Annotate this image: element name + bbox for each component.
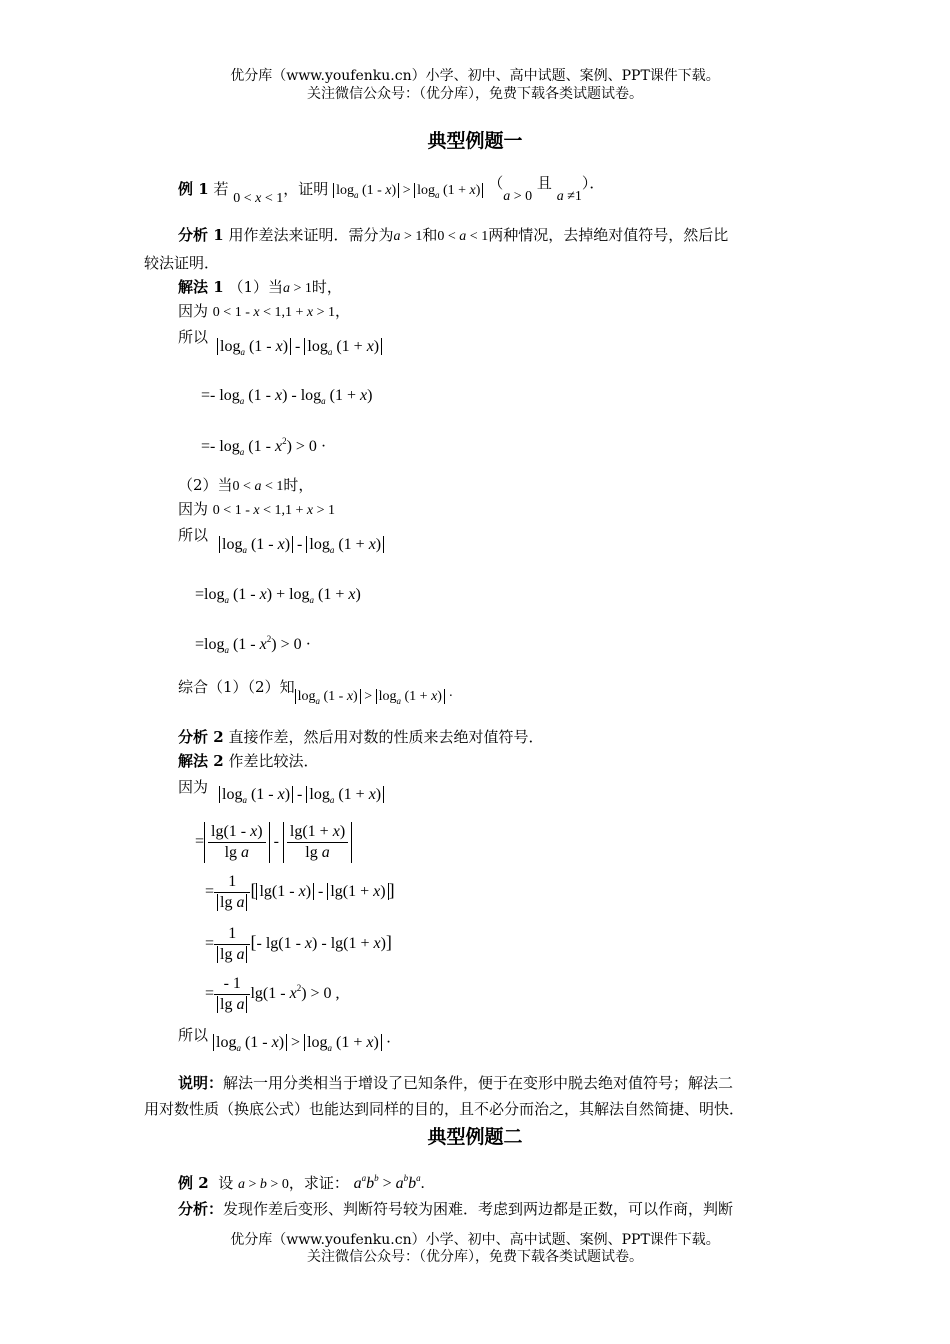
analysis-2: [178, 726, 543, 747]
case-1-tail: 时，: [311, 278, 342, 296]
analysis-2-label: 分析 2: [178, 728, 224, 746]
math-step-2a: $\log_a (1 - x) - \log_a (1 + x)$: [219, 536, 384, 555]
analysis-1-label: 分析 1: [178, 226, 224, 244]
math-case-2: 0 < a < 1: [232, 479, 284, 494]
combine-label: 综合（1）（2）知: [178, 678, 295, 696]
analysis-1: [144, 222, 806, 276]
so-3: [178, 1024, 208, 1045]
analysis-ex2-label: 分析：: [178, 1200, 224, 1218]
so-1-label: 所以: [178, 328, 209, 346]
note-text-b: 用对数性质（换底公式）也能达到同样的目的，且不必分而治之，其解法自然简捷、明快．: [144, 1100, 745, 1118]
section-title-2: 典型例题二: [427, 1126, 523, 1148]
header-line-2: 关注微信公众号：（优分库），免费下载各类试题试卷。: [307, 86, 643, 102]
combine: [178, 676, 454, 706]
section-title-1: 典型例题一: [427, 130, 523, 152]
math-a-between: 0 < a < 1: [437, 229, 489, 244]
example-2-set: 设: [218, 1174, 234, 1192]
example-1-if: 若: [213, 180, 229, 198]
math-step-1a: $\log_a (1 - x) - \log_a (1 + x)$: [217, 338, 382, 357]
math-step-2b: $=\log_a$ $(1 - x) + \log_a (1 + x)$: [195, 586, 361, 605]
solution-2: [178, 750, 318, 771]
example-2-label: 例 2: [178, 1174, 209, 1192]
case-2-tail: 时，: [283, 476, 314, 494]
math-conclusion: $\log_a (1 - x) > \log_a (1 + x)$ ·: [213, 1034, 391, 1053]
note-text-a: 解法一用分类相当于增设了已知条件，便于在变形中脱去绝对值符号；解法二: [223, 1074, 734, 1092]
example-2: [178, 1172, 425, 1193]
solution-1-heading: [178, 276, 342, 297]
case-2-label: （2）当: [178, 476, 233, 494]
math-a-positive: a > 0: [503, 189, 533, 204]
math-claim: $\log_a (1 - x) > \log_a (1 + x)$: [333, 183, 483, 198]
math-step-2c: $=\log_a$ $(1 - x^2) > 0$ ·: [195, 634, 311, 655]
math-because-1: 0 < 1 - x < 1,1 + x > 1: [212, 305, 335, 320]
example-1-cond-close: ）．: [581, 174, 605, 192]
math-step-3a: $\log_a (1 - x) - \log_a (1 + x)$: [219, 786, 384, 805]
so-2-label: 所以: [178, 526, 209, 544]
footer-line-2: 关注微信公众号：（优分库），免费下载各类试题试卷。: [307, 1249, 643, 1265]
math-a-not-one: a ≠1: [556, 189, 582, 204]
so-3-label: 所以: [178, 1026, 209, 1044]
math-step-1b: =- $\log_a (1 - x) - \log_a (1 + x)$: [201, 387, 373, 406]
because-3-label: 因为: [178, 778, 209, 796]
math-a-gt-1: a > 1: [393, 229, 423, 244]
solution-1-label: 解法 1: [178, 278, 224, 296]
example-1-and: 且: [536, 174, 552, 192]
example-1-cond-open: （: [488, 174, 504, 192]
example-1-label: 例 1: [178, 180, 209, 198]
note: [144, 1070, 806, 1122]
header-line-1: 优分库（www.youfenku.cn）小学、初中、高中试题、案例、PPT课件下载。: [230, 68, 720, 84]
analysis-1-text-a: 用作差法来证明．需分为: [228, 226, 394, 244]
math-case-1: a > 1: [283, 281, 312, 296]
analysis-1-and: 和: [422, 226, 438, 244]
analysis-ex2-text: 发现作差后变形、判断符号较为困难．考虑到两边都是正数，可以作商，判断: [223, 1200, 734, 1218]
math-step-3e: = $\frac{- 1}{\text{lg a}}$ $\lg(1 - x^2) > 0$ ,: [205, 975, 340, 1013]
solution-2-label: 解法 2: [178, 752, 224, 770]
analysis-2-text: 直接作差，然后用对数的性质来去绝对值符号．: [228, 728, 544, 746]
math-condition-x: 0 < x < 1: [233, 191, 284, 206]
math-ex2-claim: $a^ab^b > a^bb^a$.: [353, 1173, 425, 1192]
example-1-prove: ，证明: [283, 180, 329, 198]
example-2-prove: ，求证：: [288, 1174, 349, 1192]
example-1: [178, 174, 605, 206]
footer-line-1: 优分库（www.youfenku.cn）小学、初中、高中试题、案例、PPT课件下载。: [230, 1232, 720, 1248]
math-step-3d: = $\frac{1}{\text{lg a}}$ [- lg(1 - x) - lg(1 + x)]: [205, 925, 392, 963]
analysis-ex2: [178, 1198, 733, 1219]
math-combine: $\log_a (1 - x) > \log_a (1 + x)$ ·: [295, 689, 454, 704]
math-ex2-cond: a > b > 0: [238, 1177, 289, 1192]
case-1-label: （1）当: [228, 278, 283, 296]
note-label: 说明：: [178, 1074, 224, 1092]
because-1: 因为 0 < 1 - x < 1,1 + x > 1，: [178, 302, 351, 320]
case-2: [178, 474, 313, 495]
math-because-2: 0 < 1 - x < 1,1 + x > 1: [212, 503, 335, 518]
because-2-label: 因为: [178, 500, 209, 518]
math-step-3c: = $\frac{1}{\text{lg a}}$ [ lg(1 - x) - lg(1 + x) ]: [205, 873, 395, 911]
solution-2-text: 作差比较法．: [228, 752, 319, 770]
math-step-1c: =- $\log_a (1 - x^2) > 0$ ·: [201, 436, 327, 457]
analysis-1-text-b: 两种情况，去掉绝对值符号，然后比: [488, 226, 729, 244]
because-2: [178, 498, 335, 519]
analysis-1-text-c: 较法证明．: [144, 254, 220, 272]
because-1-label: 因为: [178, 302, 209, 320]
math-step-3b: = $\frac{\lg(1 - x)}{\text{lg a}}$ - $\frac{\lg(1 + x)}{\text{lg a}}$: [195, 822, 352, 863]
